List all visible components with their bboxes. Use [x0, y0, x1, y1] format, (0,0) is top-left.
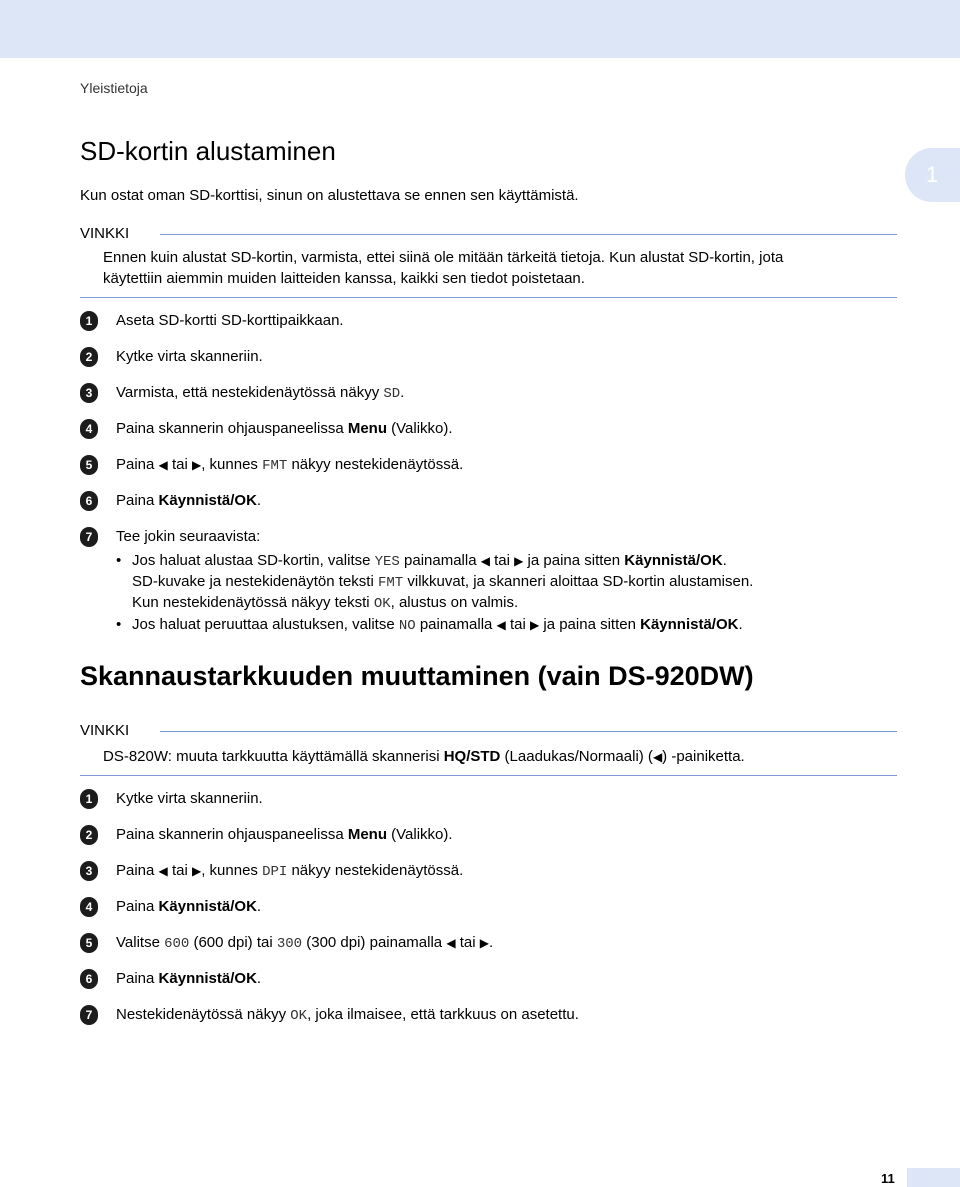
- note-line-2: käytettiin aiemmin muiden laitteiden kanssa, kaikki sen tiedot poistetaan.: [103, 270, 585, 287]
- right-arrow-icon: ▶: [529, 618, 540, 632]
- bullet-cancel: • Jos haluat peruuttaa alustuksen, valitse NO painamalla ◀ tai ▶ ja paina sitten Käynnistä/OK.: [116, 616, 743, 634]
- step-5: [80, 933, 493, 953]
- step-3: [80, 861, 463, 881]
- section-intro: Kun ostat oman SD-korttisi, sinun on alustettava se ennen sen käyttämistä.: [80, 187, 579, 204]
- step-6: [80, 969, 261, 989]
- step-number-icon: 5: [80, 933, 98, 953]
- note-divider-top: [160, 234, 897, 235]
- right-arrow-icon: ▶: [191, 457, 202, 472]
- step-number-icon: 7: [80, 527, 98, 547]
- step-number-icon: 6: [80, 491, 98, 511]
- step-1: [80, 311, 344, 331]
- step-3: [80, 383, 404, 403]
- step-text: Paina Käynnistä/OK.: [116, 492, 262, 509]
- step-7: [80, 1005, 579, 1025]
- right-arrow-icon: ▶: [479, 935, 489, 950]
- step-text: Nestekidenäytössä näkyy OK, joka ilmaisee, että tarkkuus on asetettu.: [116, 1005, 579, 1024]
- left-arrow-icon: ◀: [496, 618, 506, 632]
- left-arrow-icon: ◀: [158, 863, 168, 878]
- step-4: [80, 419, 453, 439]
- left-arrow-icon: ◀: [480, 554, 490, 568]
- right-arrow-icon: ▶: [514, 554, 524, 568]
- chapter-number: 1: [926, 162, 939, 187]
- step-5: [80, 455, 463, 475]
- step-text: Varmista, että nestekidenäytössä näkyy SD.: [116, 383, 405, 402]
- left-arrow-icon: ◀: [158, 457, 168, 472]
- step-7: [80, 527, 260, 547]
- step-text: Paina skannerin ohjauspaneelissa Menu (Valikko).: [116, 826, 453, 843]
- note-title: VINKKI: [80, 722, 130, 739]
- bullet-icon: •: [116, 616, 122, 633]
- left-arrow-icon: ◀: [446, 935, 456, 950]
- step-6: [80, 491, 261, 511]
- step-text: Kytke virta skanneriin.: [116, 790, 263, 807]
- note-line-1: Ennen kuin alustat SD-kortin, varmista, ettei siinä ole mitään tärkeitä tietoja. Kun alustat SD-kortin, jota: [103, 249, 784, 266]
- step-text: Kytke virta skanneriin.: [116, 348, 263, 365]
- step-number-icon: 2: [80, 825, 98, 845]
- bullet-continuation-1: SD-kuvake ja nestekidenäytön teksti FMT vilkkuvat, ja skanneri aloittaa SD-kortin alustamisen.: [132, 573, 754, 591]
- step-text: Paina Käynnistä/OK.: [116, 898, 262, 915]
- bullet-continuation-2: Kun nestekidenäytössä näkyy teksti OK, alustus on valmis.: [132, 594, 519, 612]
- note-divider-bottom: [80, 297, 897, 298]
- note-divider-bottom: [80, 775, 897, 776]
- step-number-icon: 1: [80, 789, 98, 809]
- step-number-icon: 3: [80, 861, 98, 881]
- step-2: [80, 825, 453, 845]
- step-2: [80, 347, 263, 367]
- note-title: VINKKI: [80, 225, 130, 242]
- step-text: Paina ◀ tai ▶, kunnes DPI näkyy nestekidenäytössä.: [116, 861, 464, 880]
- step-number-icon: 4: [80, 897, 98, 917]
- section-title-sd-format: SD-kortin alustaminen: [80, 136, 336, 166]
- bullet-format: • Jos haluat alustaa SD-kortin, valitse YES painamalla ◀ tai ▶ ja paina sitten Käynnistä/OK.: [116, 552, 727, 570]
- chapter-tab: [905, 148, 960, 202]
- breadcrumb: Yleistietoja: [80, 80, 148, 96]
- note-body: [103, 247, 903, 289]
- step-number-icon: 2: [80, 347, 98, 367]
- step-number-icon: 1: [80, 311, 98, 331]
- section-title-resolution: Skannaustarkkuuden muuttaminen (vain DS-920DW): [80, 661, 754, 691]
- right-arrow-icon: ▶: [191, 863, 202, 878]
- page-number-tab: [907, 1168, 960, 1187]
- step-number-icon: 7: [80, 1005, 98, 1025]
- page-number: 11: [881, 1171, 895, 1186]
- step-text: Aseta SD-kortti SD-korttipaikkaan.: [116, 312, 344, 329]
- step-text: Tee jokin seuraavista:: [116, 528, 261, 545]
- bullet-icon: •: [116, 552, 122, 569]
- step-text: Paina skannerin ohjauspaneelissa Menu (Valikko).: [116, 420, 453, 437]
- step-1: [80, 789, 263, 809]
- top-header-band: [0, 0, 960, 58]
- hq-std-button-icon: ◀: [652, 750, 663, 764]
- step-number-icon: 4: [80, 419, 98, 439]
- note-divider-top: [160, 731, 897, 732]
- step-text: Valitse 600 (600 dpi) tai 300 (300 dpi) painamalla ◀ tai ▶.: [116, 933, 494, 952]
- step-number-icon: 3: [80, 383, 98, 403]
- step-number-icon: 6: [80, 969, 98, 989]
- step-number-icon: 5: [80, 455, 98, 475]
- step-text: Paina ◀ tai ▶, kunnes FMT näkyy nestekidenäytössä.: [116, 455, 464, 474]
- step-4: [80, 897, 261, 917]
- step-text: Paina Käynnistä/OK.: [116, 970, 262, 987]
- note-body: DS-820W: muuta tarkkuutta käyttämällä skannerisi HQ/STD (Laadukas/Normaali) (◀) -painiketta.: [103, 748, 745, 765]
